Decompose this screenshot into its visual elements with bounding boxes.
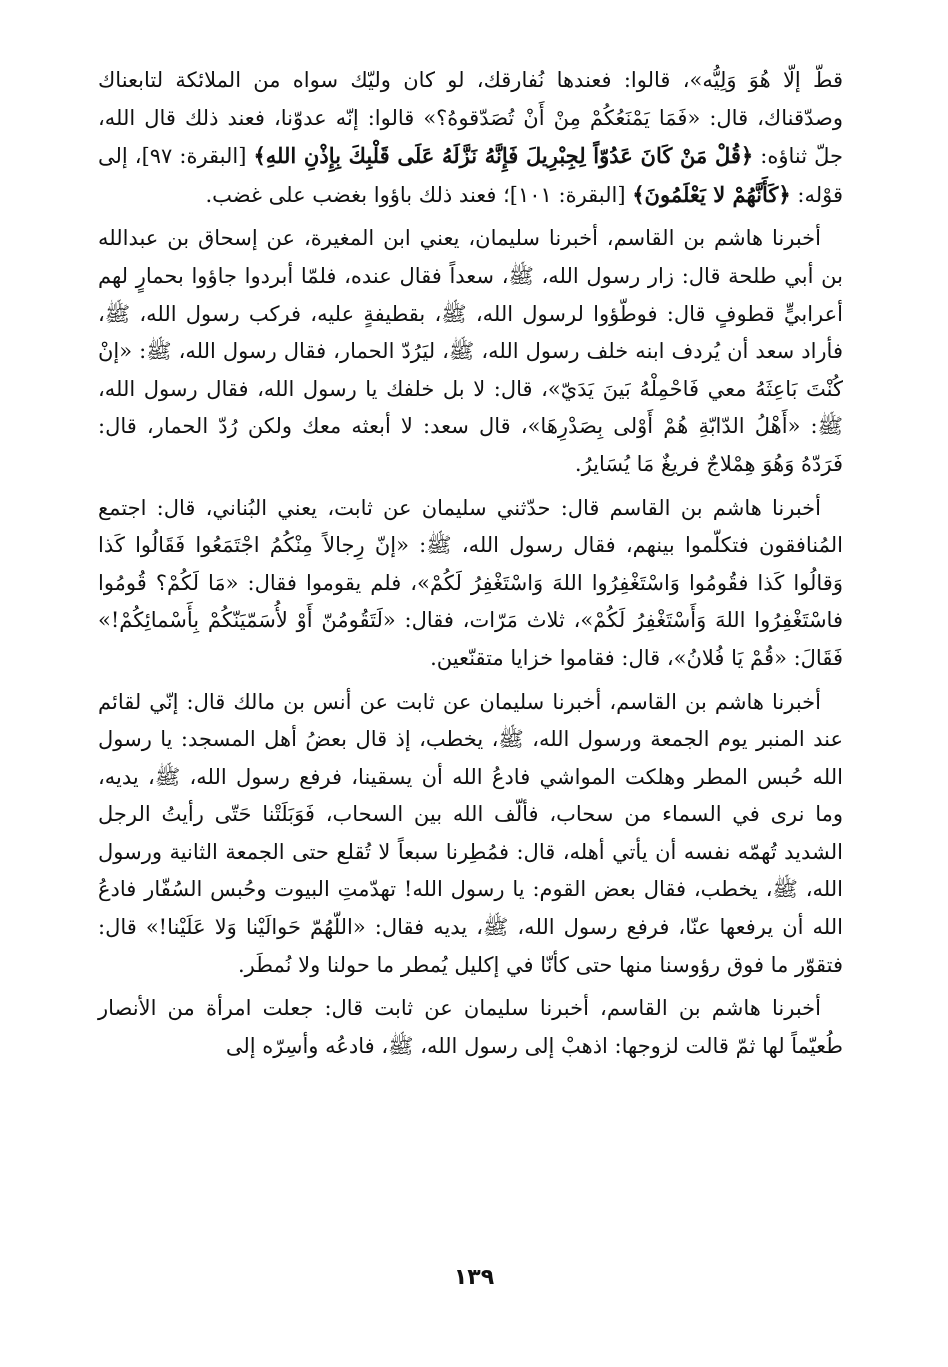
paragraph-1 bbox=[98, 62, 843, 214]
paragraph-1-seg-3: [البقرة: ٩٧]، إلى قوْله: bbox=[98, 144, 843, 207]
paragraph-3 bbox=[98, 490, 843, 678]
paragraph-1-seg-1: قطّ إلّا هُوَ وَلِيُّه»، قالوا: فعندها نُفارقك، لو كان وليّك سواه من الملائكة لتابعناك وصدّقناك، قال: «فَمَا يَمْنَعُكُمْ مِنْ أَنْ تُصَدّقوهُ؟» قالوا: إنّه عدوّنا، فعند ذلك قال الله، جلّ ثناؤه: bbox=[98, 68, 843, 169]
paragraph-1-seg-5: [البقرة: ١٠١]؛ فعند ذلك باؤوا بغضب على غضب. bbox=[205, 182, 633, 207]
page-number: ١٣٩ bbox=[453, 1265, 495, 1290]
paragraph-4 bbox=[98, 684, 843, 985]
paragraph-2-text: أخبرنا هاشم بن القاسم، أخبرنا سليمان، يعني ابن المغيرة، عن إسحاق بن عبدالله بن أبي طلحة قال: زار رسول الله، ﷺ، سعداً فقال عنده، فلمّا أبردوا جاؤوا بحمارٍ لهم أعرابيٍّ قطوفٍ قال: فوطّؤوا لرسول الله، ﷺ، بقطيفةٍ عليه، فركب رسول الله، ﷺ، فأراد سعد أن يُردف ابنه خلف رسول الله، ﷺ، ليَرُدّ الحمار، فقال رسول الله، ﷺ: «إنْ كُنْتَ بَاعِثَهُ معي فَاحْمِلْهُ بَينَ يَدَيّ»، قال: لا بل خلفك يا رسول الله، فقال رسول الله، ﷺ: «أَهْلُ الدّابّةِ هُمْ أَوْلى بِصَدْرِهَا»، قال سعد: لا أبعثه معك ولكن رُدّ الحمار، قال: فَرَدّهُ وَهُوَ هِمْلاجٌ فريغٌ مَا يُسَايرُ. bbox=[98, 226, 844, 476]
paragraph-3-text: أخبرنا هاشم بن القاسم قال: حدّثني سليمان عن ثابت، يعني البُناني، قال: اجتمع المُنافقون فتكلّموا بينهم، فقال رسول الله، ﷺ: «إنّ رِجالاً مِنْكُمُ اجْتَمَعُوا فَقَالُوا كَذا وَقالُوا كَذا فقُومُوا وَاسْتَغْفِرُوا اللهَ وَاسْتَغْفِرُ لَكُمْ»، فلم يقوموا فقال: «مَا لَكُمْ؟ قُومُوا فاسْتَغْفِرُوا اللهَ وَأَسْتَغْفِرُ لَكُمْ»، ثلاث مَرّات، فقال: «لَتَقُومُنّ أَوْ لأُسَمّيَنّكُمْ بِأَسْمائِكُمْ!» فَقَالَ: «قُمْ يَا فُلانُ»، قال: فقاموا خزايا متقنّعين. bbox=[98, 495, 843, 670]
paragraph-5-text: أخبرنا هاشم بن القاسم، أخبرنا سليمان عن ثابت قال: جعلت امرأة من الأنصار طُعيّماً لها ثمّ قالت لزوجها: اذهبْ إلى رسول الله، ﷺ، فادعُه وأسِرّه إلى bbox=[98, 996, 843, 1058]
paragraph-4-text: أخبرنا هاشم بن القاسم، أخبرنا سليمان عن ثابت عن أنس بن مالك قال: إنّي لقائم عند المنبر يوم الجمعة ورسول الله، ﷺ، يخطب، إذ قال بعضُ أهل المسجد: يا رسول الله حُبس المطر وهلكت المواشي فادعُ الله أن يسقينا، فرفع رسول الله، ﷺ، يديه، وما نرى في السماء من سحاب، فألّف الله بين السحاب، فَوَبَلَتْنا حَتّى رأيتُ الرجل الشديد تُهمّه نفسه أن يأتي أهله، قال: فمُطِرنا سبعاً لا تُقلع حتى الجمعة الثانية ورسول الله، ﷺ، يخطب، فقال بعض القوم: يا رسول الله! تهدّمتِ البيوت وحُبس السُفّار فادعُ الله أن يرفعها عنّا، فرفع رسول الله، ﷺ، يديه فقال: «اللّهُمّ حَوالَيْنا وَلا عَلَيْنا!» قال: فتقوّر ما فوق رؤوسنا منها حتى كأنّا في إكليل يُمطر ما حولنا ولا نُمطَر. bbox=[98, 689, 844, 977]
quran-verse-2: ﴿كَأَنَّهُمْ لا يَعْلَمُونَ﴾ bbox=[632, 181, 791, 207]
paragraph-5 bbox=[98, 990, 843, 1065]
quran-verse-1: ﴿قُلْ مَنْ كَانَ عَدُوّاً لِجِبْرِيلَ فَإِنَّهُ نَزَّلَهُ عَلَى قَلْبِكَ بِإِذْنِ اللهِ﴾ bbox=[253, 143, 754, 169]
paragraph-2 bbox=[98, 220, 843, 483]
page-body bbox=[98, 62, 843, 1071]
